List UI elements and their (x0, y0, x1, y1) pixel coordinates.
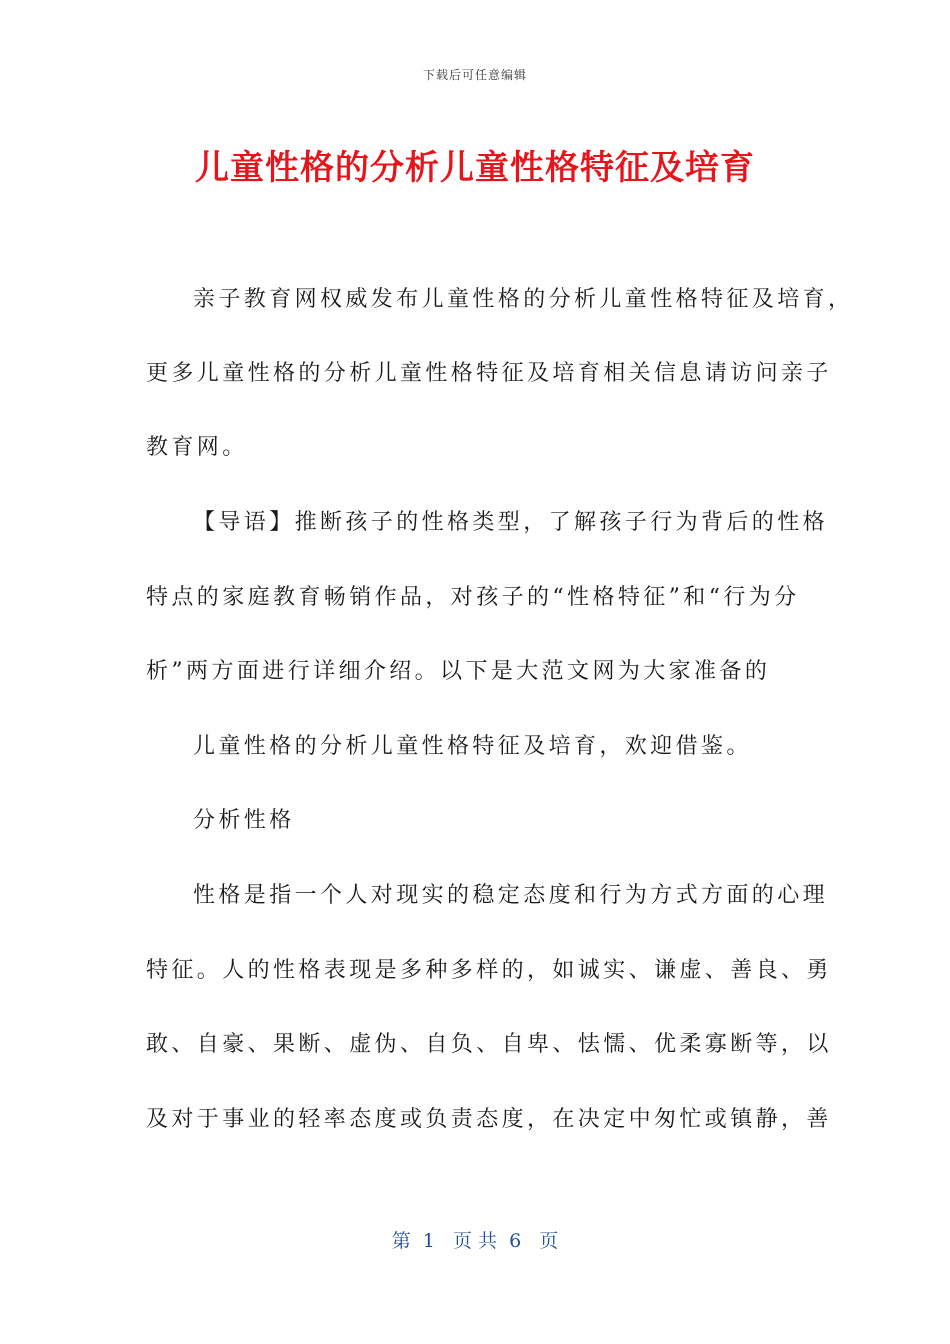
paragraph-line: 更多儿童性格的分析儿童性格特征及培育相关信息请访问亲子 (146, 361, 832, 386)
paragraph-line: 析”两方面进行详细介绍。以下是大范文网为大家准备的 (146, 659, 771, 684)
paragraph-line: 儿童性格的分析儿童性格特征及培育，欢迎借鉴。 (193, 734, 752, 759)
paragraph-line: 性格是指一个人对现实的稳定态度和行为方式方面的心理 (193, 883, 829, 908)
paragraph-line: 亲子教育网权威发布儿童性格的分析儿童性格特征及培育， (193, 287, 854, 312)
page-number-footer: 第 1 页 共 6 页 (391, 1230, 559, 1252)
paragraph-line: 及对于事业的轻率态度或负责态度，在决定中匆忙或镇静，善 (146, 1107, 832, 1132)
paragraph-line: 教育网。 (146, 435, 248, 460)
section-heading: 分析性格 (193, 808, 295, 833)
paragraph-line: 【导语】推断孩子的性格类型，了解孩子行为背后的性格 (193, 510, 829, 535)
document-title: 儿童性格的分析儿童性格特征及培育 (195, 148, 755, 188)
paragraph-line: 特征。人的性格表现是多种多样的，如诚实、谦虚、善良、勇 (146, 958, 832, 983)
paragraph-line: 特点的家庭教育畅销作品，对孩子的“性格特征”和“行为分 (146, 585, 800, 610)
header-note: 下载后可任意编辑 (422, 68, 527, 82)
paragraph-line: 敢、自豪、果断、虚伪、自负、自卑、怯懦、优柔寡断等，以 (146, 1032, 832, 1057)
